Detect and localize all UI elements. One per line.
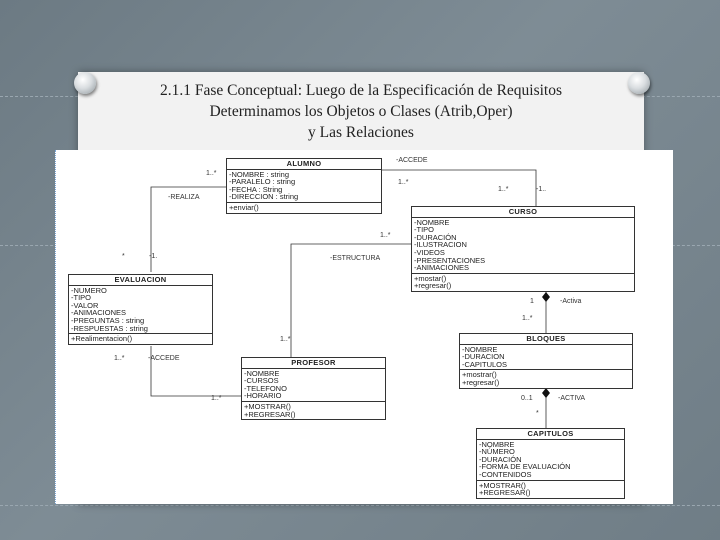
attribute: -TIPO <box>414 225 434 235</box>
relation-accede-prof-name: -ACCEDE <box>148 355 180 362</box>
attribute: -PRESENTACIONES <box>414 255 486 265</box>
attribute: -CONTENIDOS <box>479 469 532 479</box>
attribute: -VIDEOS <box>414 247 445 257</box>
attributes <box>69 286 212 335</box>
class-profesor <box>241 357 386 420</box>
line-accede-top <box>381 170 536 206</box>
title-line-1: 2.1.1 Fase Conceptual: Luego de la Especificación de Requisitos <box>159 82 563 99</box>
relation-activa-bloques-name: -Activa <box>560 298 582 305</box>
class-name: EVALUACION <box>69 275 212 286</box>
operations <box>242 402 385 419</box>
attribute: -ANIMACIONES <box>414 263 470 273</box>
attribute: -PREGUNTAS : string <box>71 315 145 325</box>
attributes <box>242 369 385 402</box>
attribute: -VALOR <box>71 300 99 310</box>
slide-title <box>78 80 644 143</box>
operations <box>412 274 634 291</box>
attribute: -NOMBRE <box>462 344 498 354</box>
attribute: -TELEFONO <box>244 383 287 393</box>
multiplicity: -1. <box>149 253 158 260</box>
class-name: PROFESOR <box>242 358 385 369</box>
class-alumno <box>226 158 382 214</box>
attribute: -NOMBRE <box>479 439 515 449</box>
attributes <box>460 345 632 371</box>
attribute: -RESPUESTAS : string <box>71 323 148 333</box>
relation-accede-name: -ACCEDE <box>396 157 428 164</box>
title-line-3: y Las Relaciones <box>308 124 414 141</box>
class-bloques <box>459 333 633 389</box>
attribute: -NUMERO <box>71 285 107 295</box>
operation: +REGRESAR() <box>244 409 296 419</box>
composition-diamond-1 <box>542 292 550 302</box>
title-line-2: Determinamos los Objetos o Clases (Atrib,Oper) <box>209 103 513 120</box>
attribute: -NOMBRE <box>414 217 450 227</box>
attribute: -DIRECCION : string <box>229 192 299 202</box>
relation-estructura-name: -ESTRUCTURA <box>330 255 381 262</box>
attribute: -ILUSTRACION <box>414 240 467 250</box>
multiplicity: 1..* <box>280 336 291 343</box>
multiplicity: 1 <box>530 298 534 305</box>
operation: +regresar() <box>414 281 452 291</box>
attribute: -NOMBRE : string <box>229 169 290 179</box>
attribute: -ANIMACIONES <box>71 308 127 318</box>
multiplicity: -1.. <box>536 186 547 193</box>
uml-class-diagram <box>55 150 673 504</box>
multiplicity: * <box>536 410 539 417</box>
operation: +regresar() <box>462 377 500 387</box>
attribute: -CAPITULOS <box>462 359 508 369</box>
operation: +MOSTRAR() <box>479 480 526 490</box>
multiplicity: 1..* <box>498 186 509 193</box>
operations <box>477 481 624 498</box>
attribute: -FECHA : String <box>229 184 283 194</box>
class-evaluacion <box>68 274 213 345</box>
operations <box>460 370 632 387</box>
operation: +enviar() <box>229 202 259 212</box>
multiplicity: 1..* <box>114 355 125 362</box>
attribute: -FORMA DE EVALUACIÓN <box>479 462 571 472</box>
attributes <box>227 170 381 203</box>
attributes <box>477 440 624 481</box>
attribute: -NÚMERO <box>479 447 515 457</box>
operations <box>69 334 212 344</box>
operation: +mostrar() <box>462 370 497 380</box>
attribute: -HORARIO <box>244 391 282 401</box>
line-accede-prof <box>151 346 241 396</box>
multiplicity: 1..* <box>398 179 409 186</box>
relation-realiza-name: -REALIZA <box>168 194 200 201</box>
attribute: -DURACIÓN <box>414 232 457 242</box>
multiplicity: 1..* <box>206 170 217 177</box>
operation: +Realimentacion() <box>71 334 133 344</box>
attribute: -TIPO <box>71 293 91 303</box>
attribute: -CURSOS <box>244 376 279 386</box>
operation: +MOSTRAR() <box>244 401 291 411</box>
attribute: -PARALELO : string <box>229 177 296 187</box>
multiplicity: 0..1 <box>521 395 533 402</box>
multiplicity: 1..* <box>380 232 391 239</box>
class-capitulos <box>476 428 625 499</box>
attribute: -NOMBRE <box>244 368 280 378</box>
operation: +REGRESAR() <box>479 488 531 498</box>
attribute: -DURACION <box>462 352 505 362</box>
attributes <box>412 218 634 274</box>
relation-activa-capitulos-name: -ACTIVA <box>558 395 586 402</box>
class-name: CURSO <box>412 207 634 218</box>
class-name: ALUMNO <box>227 159 381 170</box>
multiplicity: 1..* <box>522 315 533 322</box>
class-curso <box>411 206 635 292</box>
composition-diamond-2 <box>542 388 550 398</box>
attribute: -DURACIÓN <box>479 454 522 464</box>
multiplicity: 1..* <box>211 395 222 402</box>
operations <box>227 203 381 213</box>
multiplicity: * <box>122 253 125 260</box>
class-name: BLOQUES <box>460 334 632 345</box>
operation: +mostar() <box>414 273 447 283</box>
class-name: CAPITULOS <box>477 429 624 440</box>
